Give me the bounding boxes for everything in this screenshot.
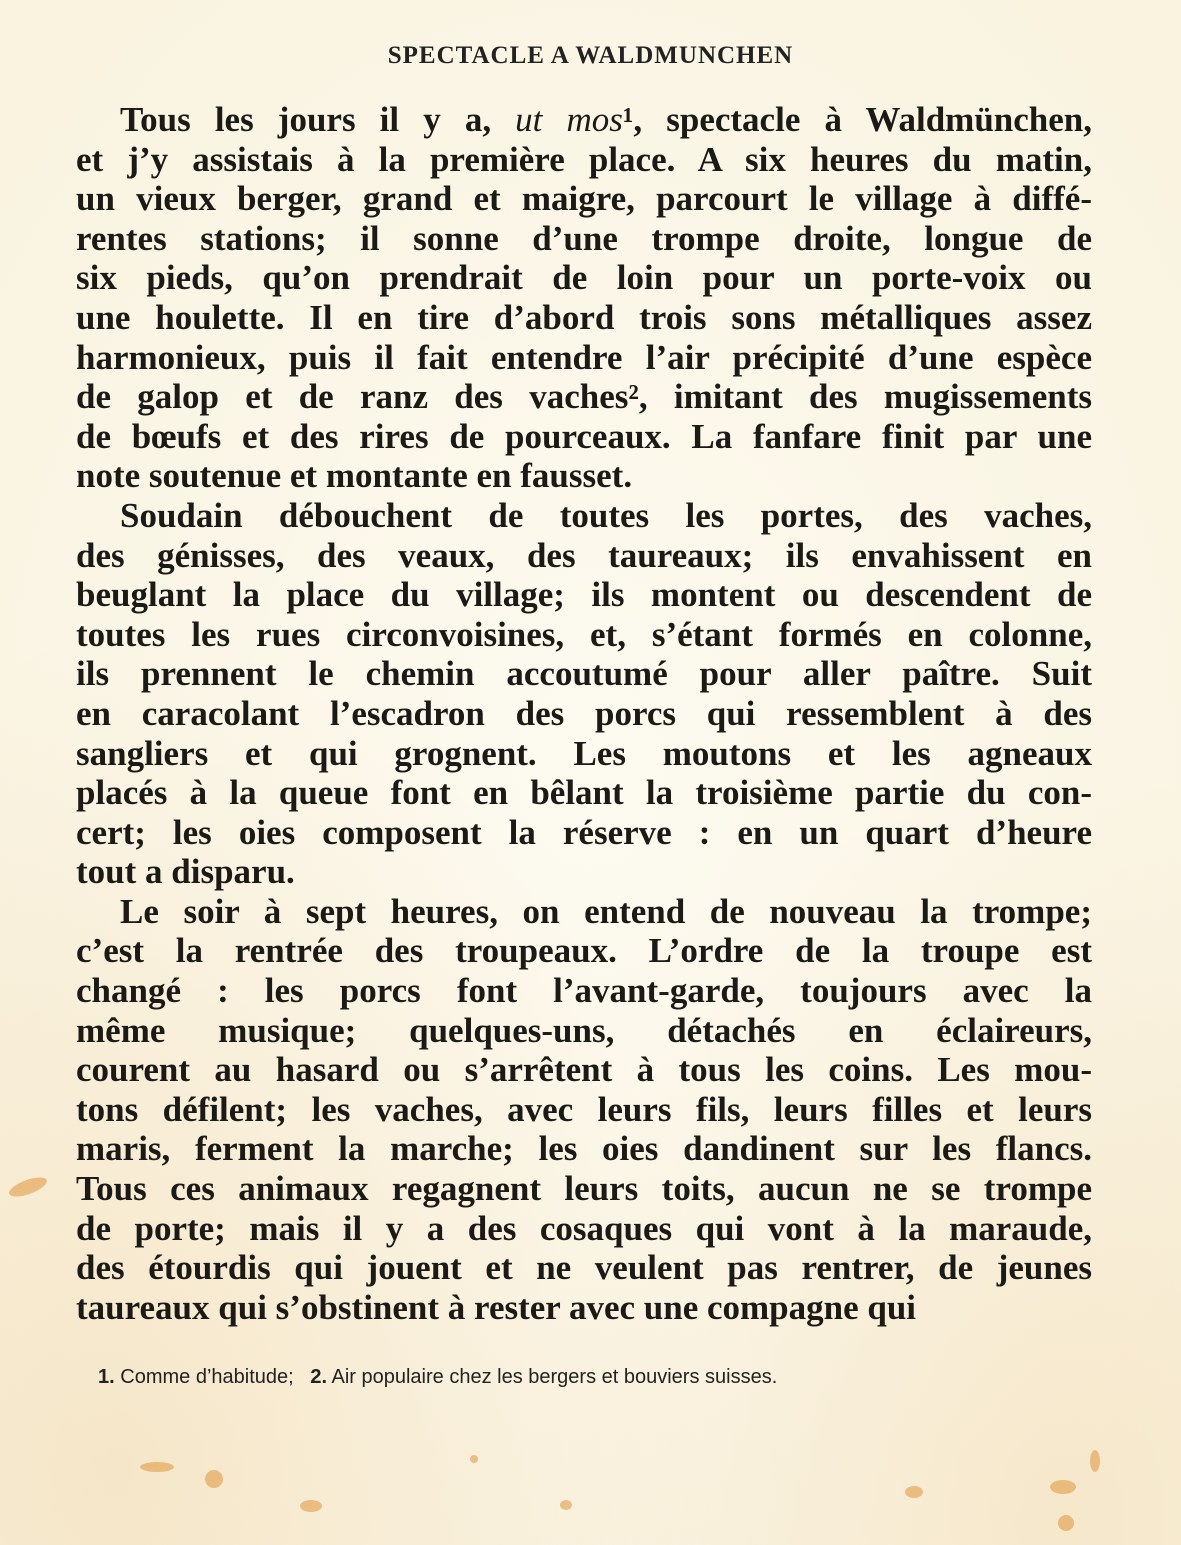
text-line: de galop et de ranz des vaches², imitant des mugissements [76, 377, 1092, 417]
text-line: sangliers et qui grognent. Les moutons et les agneaux [76, 733, 1092, 773]
stain [905, 1486, 923, 1498]
footnote-2-marker: 2. [310, 1366, 328, 1388]
page-title: SPECTACLE A WALDMUNCHEN [387, 42, 794, 69]
stain [205, 1470, 223, 1488]
text-line: six pieds, qu’on prendrait de loin pour un porte-voix ou [76, 258, 1092, 298]
latin-phrase: ut mos [515, 100, 623, 139]
footnote-1-text: Comme d’habitude; [120, 1366, 294, 1388]
text-line: Soudain débouchent de toutes les portes, des vaches, [120, 495, 1092, 535]
stain [1090, 1450, 1100, 1472]
text-line: et j’y assistais à la première place. A six heures du matin, [76, 139, 1092, 179]
text-line: de bœufs et des rires de pourceaux. La fanfare finit par une [76, 416, 1092, 456]
text-line: placés à la queue font en bêlant la troisième partie du con- [76, 773, 1092, 813]
text-line: en caracolant l’escadron des porcs qui ressemblent à des [76, 693, 1092, 733]
stain [140, 1462, 174, 1472]
text-line: Tous les jours il y a, ut mos¹, spectacle à Waldmünchen, [120, 100, 1092, 139]
text-line: taureaux qui s’obstinent à rester avec une compagne qui [76, 1287, 917, 1327]
stain [300, 1500, 322, 1512]
stain [1050, 1480, 1076, 1494]
stain [560, 1500, 572, 1510]
text-line: de porte; mais il y a des cosaques qui vont à la maraude, [76, 1208, 1092, 1248]
text-line: courent au hasard ou s’arrêtent à tous les coins. Les mou- [76, 1050, 1092, 1090]
text-line: tons défilent; les vaches, avec leurs fils, leurs filles et leurs [76, 1089, 1092, 1129]
text-line: beuglant la place du village; ils montent ou descendent de [76, 575, 1092, 615]
text-line: note soutenue et montante en fausset. [76, 456, 633, 496]
text-line: des étourdis qui jouent et ne veulent pas rentrer, de jeunes [76, 1248, 1092, 1288]
text-line: cert; les oies composent la réserve : en un quart d’heure [76, 812, 1092, 852]
footnote-2-text: Air populaire chez les bergers et bouviers suisses. [331, 1366, 778, 1388]
footnotes [98, 1366, 777, 1389]
stain [1058, 1515, 1074, 1531]
text-line: ils prennent le chemin accoutumé pour aller paître. Suit [76, 654, 1092, 694]
text-line: maris, ferment la marche; les oies dandinent sur les flancs. [76, 1129, 1092, 1169]
text-line: changé : les porcs font l’avant-garde, toujours avec la [76, 971, 1092, 1011]
text-line: harmonieux, puis il fait entendre l’air précipité d’une espèce [76, 337, 1092, 377]
stain [7, 1174, 49, 1201]
text-line: toutes les rues circonvoisines, et, s’étant formés en colonne, [76, 614, 1092, 654]
text-line: un vieux berger, grand et maigre, parcourt le village à diffé- [76, 179, 1092, 219]
text-line: rentes stations; il sonne d’une trompe droite, longue de [76, 218, 1092, 258]
main-text [76, 100, 1092, 1327]
text-line: même musique; quelques-uns, détachés en éclaireurs, [76, 1010, 1092, 1050]
text-line: c’est la rentrée des troupeaux. L’ordre de la troupe est [76, 931, 1092, 971]
text-line: une houlette. Il en tire d’abord trois sons métalliques assez [76, 297, 1092, 337]
text-line: tout a disparu. [76, 852, 295, 892]
text-line: Tous ces animaux regagnent leurs toits, aucun ne se trompe [76, 1169, 1092, 1209]
footnote-1-marker: 1. [98, 1366, 115, 1388]
stain [470, 1455, 478, 1463]
text-line: des génisses, des veaux, des taureaux; ils envahissent en [76, 535, 1092, 575]
text-line: Le soir à sept heures, on entend de nouveau la trompe; [120, 891, 1092, 931]
